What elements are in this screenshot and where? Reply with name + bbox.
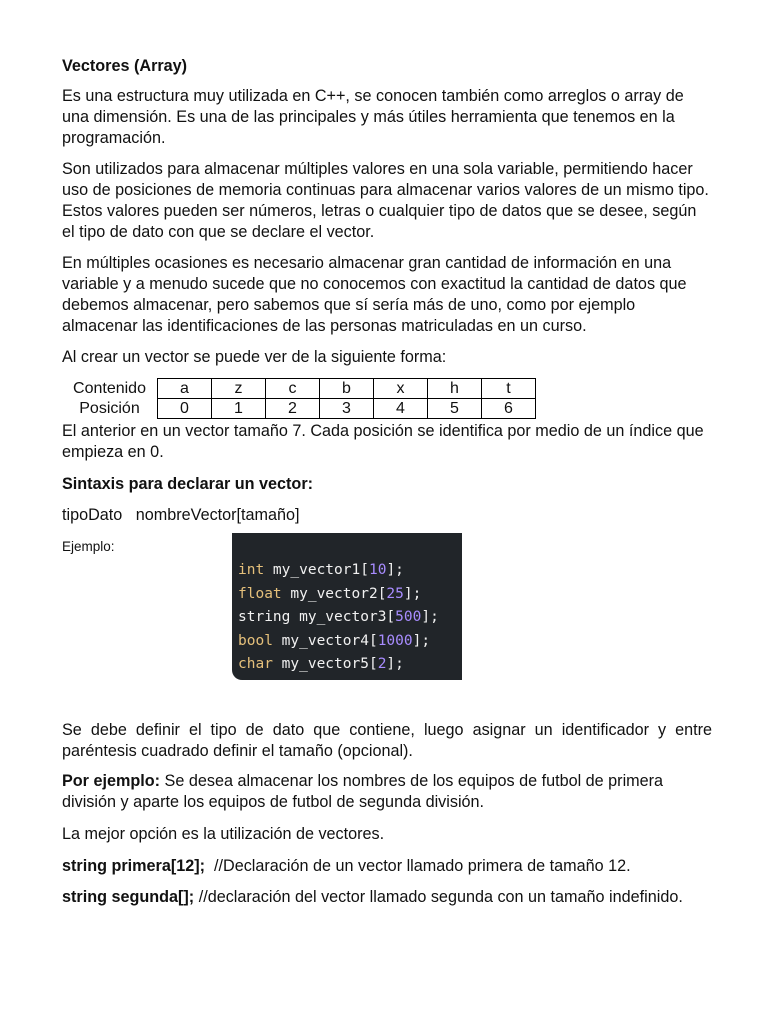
- paragraph-definition: Se debe definir el tipo de dato que contiene, luego asignar un identificador y entre paréntesis cuadrado definir el tamaño (opcional).: [62, 721, 712, 760]
- table-cell: t: [482, 379, 536, 399]
- comment-segunda: //declaración del vector llamado segunda con un tamaño indefinido.: [194, 888, 683, 906]
- declaration-segunda: string segunda[];: [62, 888, 195, 906]
- code-size: 1000: [377, 632, 413, 649]
- code-example-primera: [62, 856, 712, 877]
- table-cell: 1: [212, 399, 266, 419]
- code-bracket-open: [: [368, 656, 378, 672]
- comment-primera: //Declaración de un vector llamado primera de tamaño 12.: [205, 857, 631, 875]
- table-cell: c: [266, 379, 320, 399]
- table-cell: 5: [428, 399, 482, 419]
- code-size: 500: [395, 609, 422, 625]
- code-line: [232, 559, 462, 583]
- code-identifier: my_vector1: [264, 562, 361, 578]
- example-label: Ejemplo:: [62, 539, 115, 554]
- paragraph-usage: Son utilizados para almacenar múltiples valores en una sola variable, permitiendo hacer uso de posiciones de memoria continuas para almacenar varios valores de un mismo tipo. Estos valores pueden ser números, letras o cualquier tipo de datos que se desee, según el tipo de dato con que se declare el vector.: [62, 160, 709, 241]
- table-cell: h: [428, 379, 482, 399]
- declaration-primera: string primera[12];: [62, 857, 206, 875]
- code-identifier: my_vector5: [272, 656, 369, 672]
- table-cell: x: [374, 379, 428, 399]
- code-line: [232, 606, 462, 630]
- code-bracket-open: [: [360, 562, 369, 578]
- table-cell: z: [212, 379, 266, 399]
- code-bracket-close: ];: [412, 632, 431, 649]
- code-identifier: my_vector4: [272, 632, 369, 649]
- paragraph-intro: Es una estructura muy utilizada en C++, se conocen también como arreglos o array de una dimensión. Es una de las principales y más útiles herramienta que tenemos en la programación.: [62, 87, 684, 147]
- paragraph-multiple: En múltiples ocasiones es necesario almacenar gran cantidad de información en una variable y a menudo sucede que no conocemos con exactitud la cantidad de datos que debemos almacenar, pero sabemos que sí sería más de uno, como por ejemplo almacenar las identificaciones de las personas matriculadas en un curso.: [62, 254, 687, 335]
- code-size: 25: [386, 585, 404, 602]
- code-line: [232, 630, 462, 654]
- code-bracket-close: ];: [421, 609, 439, 625]
- paragraph-table-explanation: El anterior en un vector tamaño 7. Cada posición se identifica por medio de un índice que empieza en 0.: [62, 422, 704, 461]
- code-size: 10: [368, 562, 387, 578]
- code-snippet: [232, 533, 462, 680]
- table-row-content: [62, 379, 536, 399]
- code-bracket-open: [: [386, 609, 396, 625]
- page-title: Vectores (Array): [62, 57, 188, 75]
- row-label-position: Posición: [79, 400, 140, 417]
- code-bracket-open: [: [368, 632, 378, 649]
- paragraph-best-option: La mejor opción es la utilización de vectores.: [62, 825, 385, 843]
- row-label-content: Contenido: [73, 380, 146, 397]
- code-line: [232, 583, 462, 607]
- code-type: int: [238, 562, 265, 578]
- table-cell: 4: [374, 399, 428, 419]
- code-type: float: [238, 585, 282, 602]
- table-cell: b: [320, 379, 374, 399]
- code-bracket-close: ];: [386, 562, 404, 578]
- code-bracket-open: [: [377, 585, 387, 602]
- table-cell: 0: [158, 399, 212, 419]
- code-type: bool: [238, 632, 273, 649]
- syntax-heading: Sintaxis para declarar un vector:: [62, 475, 314, 493]
- vector-table: [62, 378, 536, 419]
- table-cell: 6: [482, 399, 536, 419]
- table-cell: a: [158, 379, 212, 399]
- code-bracket-close: ];: [386, 656, 404, 672]
- table-cell: 2: [266, 399, 320, 419]
- code-type: string: [238, 609, 291, 625]
- code-example-segunda: [62, 887, 712, 908]
- code-line: [232, 653, 462, 677]
- syntax-line: tipoDato nombreVector[tamaño]: [62, 506, 300, 524]
- table-cell: 3: [320, 399, 374, 419]
- paragraph-example: [62, 771, 712, 813]
- example-lead: Por ejemplo:: [62, 772, 161, 790]
- paragraph-table-intro: Al crear un vector se puede ver de la siguiente forma:: [62, 348, 447, 366]
- code-identifier: my_vector3: [290, 609, 387, 625]
- example-text: Se desea almacenar los nombres de los equipos de futbol de primera división y aparte los equipos de futbol de segunda división.: [62, 772, 664, 811]
- code-bracket-close: ];: [403, 585, 422, 602]
- code-identifier: my_vector2: [281, 585, 378, 602]
- table-row-position: [62, 399, 536, 419]
- code-size: 2: [377, 656, 387, 672]
- code-type: char: [238, 656, 273, 672]
